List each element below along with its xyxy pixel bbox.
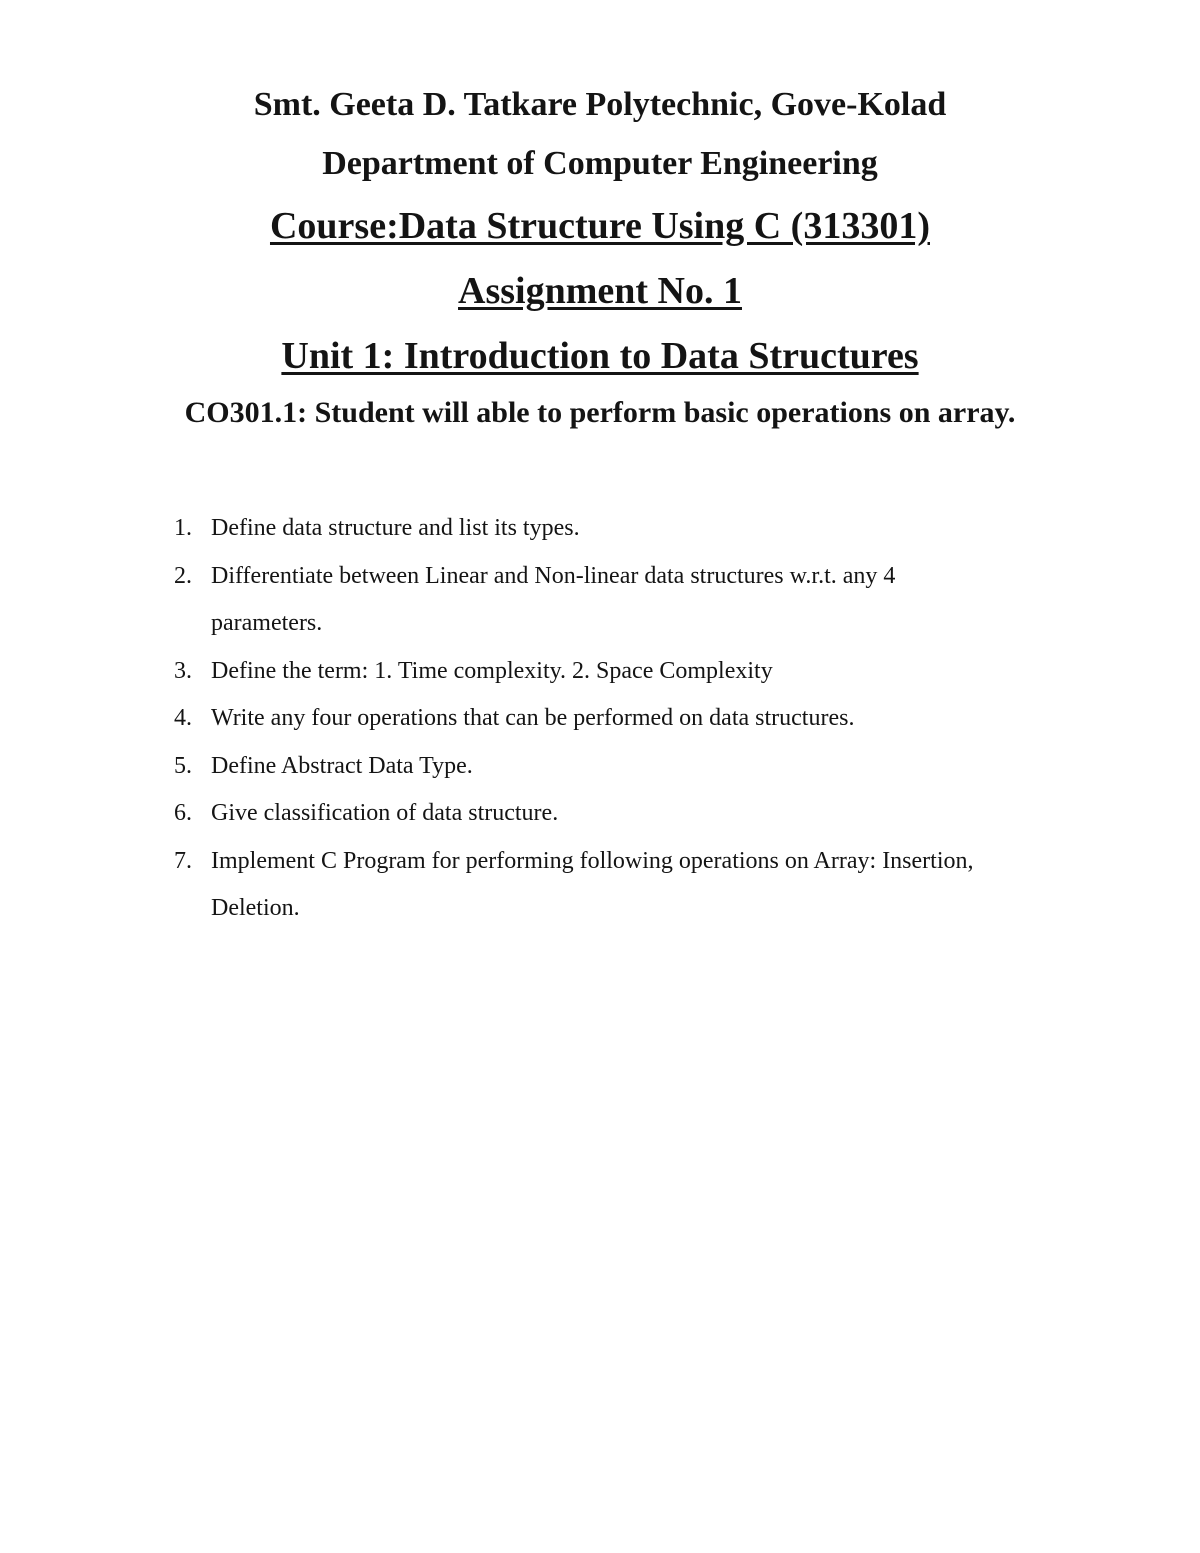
- department-name: Department of Computer Engineering: [322, 145, 878, 182]
- assignment-title: Assignment No. 1: [458, 270, 742, 312]
- question-item: [0, 695, 1011, 743]
- question-text: Define the term: 1. Time complexity. 2. Space Complexity: [211, 657, 773, 684]
- question-text: Give classification of data structure.: [211, 800, 559, 826]
- question-item: [0, 790, 1011, 838]
- question-number: 6.: [174, 800, 192, 826]
- question-text: Define Abstract Data Type.: [211, 752, 473, 779]
- unit-title: Unit 1: Introduction to Data Structures: [281, 335, 919, 377]
- question-text: Differentiate between Linear and Non-linear data structures w.r.t. any 4 parameters.: [211, 562, 896, 636]
- course-title: Course:Data Structure Using C (313301): [269, 205, 930, 247]
- question-number: 4.: [174, 705, 192, 731]
- question-text: Write any four operations that can be performed on data structures.: [211, 705, 855, 731]
- question-number: 1.: [174, 515, 192, 541]
- question-item: [0, 838, 1011, 933]
- question-number: 2.: [174, 562, 192, 589]
- question-number: 5.: [174, 752, 192, 779]
- course-outcome: CO301.1: Student will able to perform basic operations on array.: [184, 396, 1016, 429]
- question-text: Implement C Program for performing following operations on Array: Insertion, Deletion.: [211, 847, 974, 921]
- question-item: [0, 505, 1011, 553]
- institute-name: Smt. Geeta D. Tatkare Polytechnic, Gove-Kolad: [253, 86, 947, 123]
- question-text: Define data structure and list its types.: [211, 515, 580, 541]
- question-number: 3.: [174, 657, 192, 684]
- question-list: [0, 505, 1200, 933]
- question-item: [0, 743, 1011, 791]
- question-item: [0, 553, 1011, 648]
- question-number: 7.: [174, 847, 192, 874]
- question-item: [0, 648, 1011, 696]
